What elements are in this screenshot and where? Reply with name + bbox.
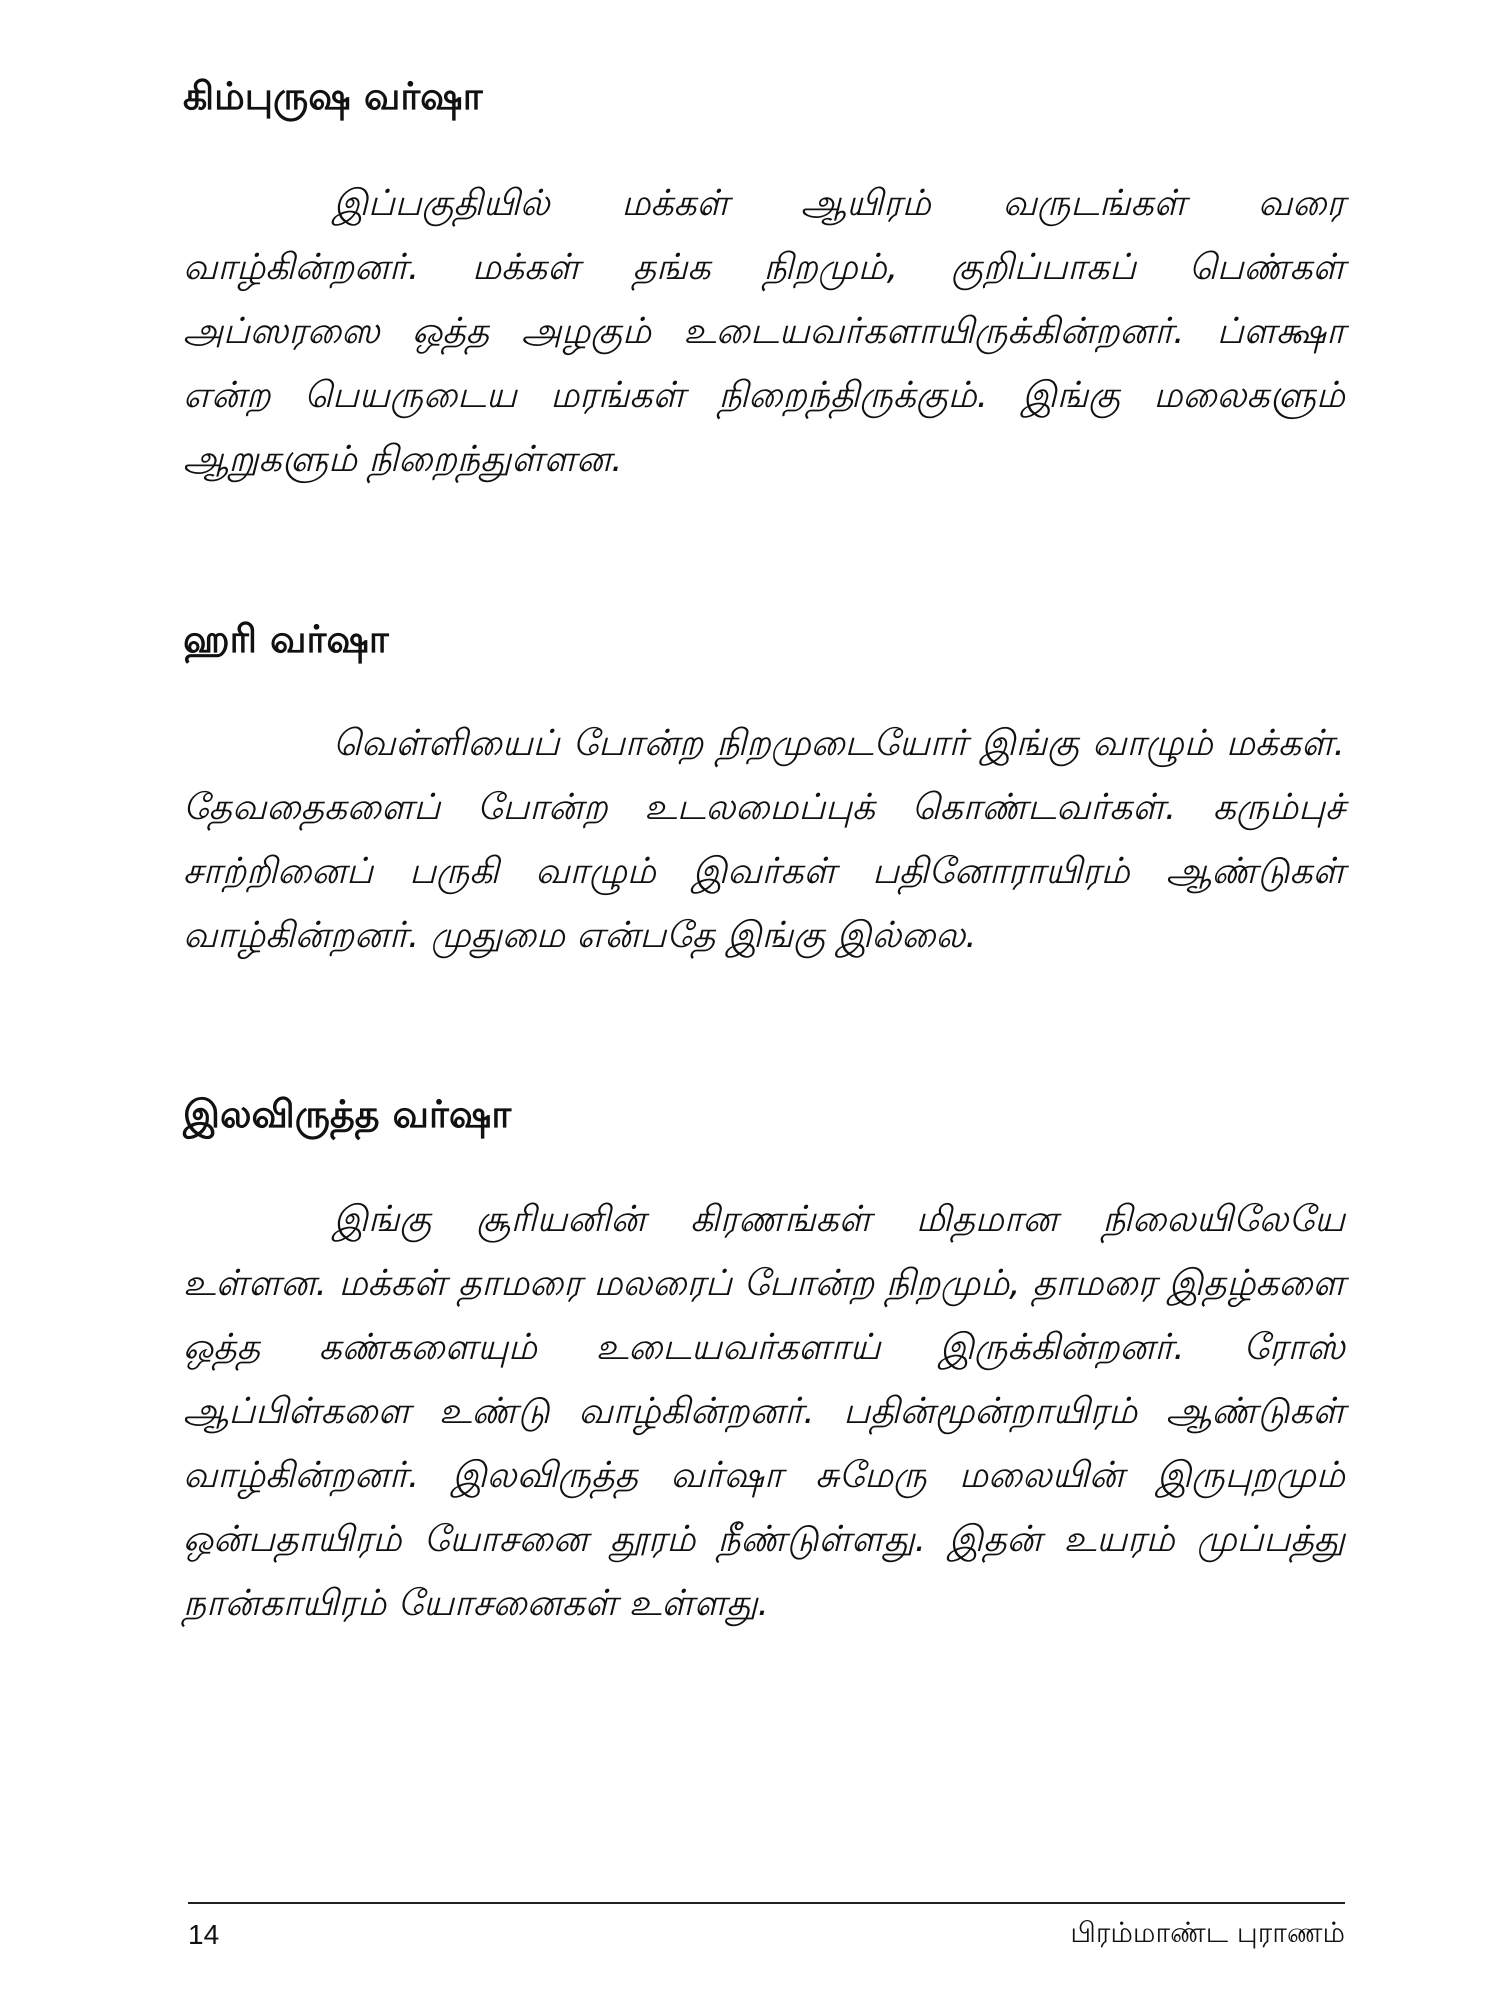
section-heading-hari-varsha: ஹரி வர்ஷா xyxy=(183,617,389,661)
section-heading-ilavritta-varsha: இலவிருத்த வர்ஷா xyxy=(183,1092,512,1136)
section-heading-kimpurusha-varsha: கிம்புருஷ வர்ஷா xyxy=(183,74,483,118)
footer-divider xyxy=(188,1902,1345,1904)
running-footer-title: பிரம்மாண்ட புராணம் xyxy=(1070,1916,1345,1949)
section-body-kimpurusha-varsha: இப்பகுதியில் மக்கள் ஆயிரம் வருடங்கள் வரை வாழ்கின்றனர். மக்கள் தங்க நிறமும், குறிப்பாகப் பெண்கள் அப்ஸரஸை ஒத்த அழகும் உடையவர்களாயிருக்கின்றனர். ப்ளக்ஷா என்ற பெயருடைய மரங்கள் நிறைந்திருக்கும். இங்கு மலைகளும் ஆறுகளும் நிறைந்துள்ளன. xyxy=(183,183,1345,480)
page-number: 14 xyxy=(188,1919,220,1950)
section-body-hari-varsha: வெள்ளியைப் போன்ற நிறமுடையோர் இங்கு வாழும் மக்கள். தேவதைகளைப் போன்ற உடலமைப்புக் கொண்டவர்கள். கரும்புச் சாற்றினைப் பருகி வாழும் இவர்கள் பதினோராயிரம் ஆண்டுகள் வாழ்கின்றனர். முதுமை என்பதே இங்கு இல்லை. xyxy=(183,723,1345,956)
section-body-ilavritta-varsha: இங்கு சூரியனின் கிரணங்கள் மிதமான நிலையிலேயே உள்ளன. மக்கள் தாமரை மலரைப் போன்ற நிறமும், தாமரை இதழ்களை ஒத்த கண்களையும் உடையவர்களாய் இருக்கின்றனர். ரோஸ் ஆப்பிள்களை உண்டு வாழ்கின்றனர். பதின்மூன்றாயிரம் ஆண்டுகள் வாழ்கின்றனர். இலவிருத்த வர்ஷா சுமேரு மலையின் இருபுறமும் ஒன்பதாயிரம் யோசனை தூரம் நீண்டுள்ளது. இதன் உயரம் முப்பத்து நான்காயிரம் யோசனைகள் உள்ளது. xyxy=(183,1199,1345,1624)
